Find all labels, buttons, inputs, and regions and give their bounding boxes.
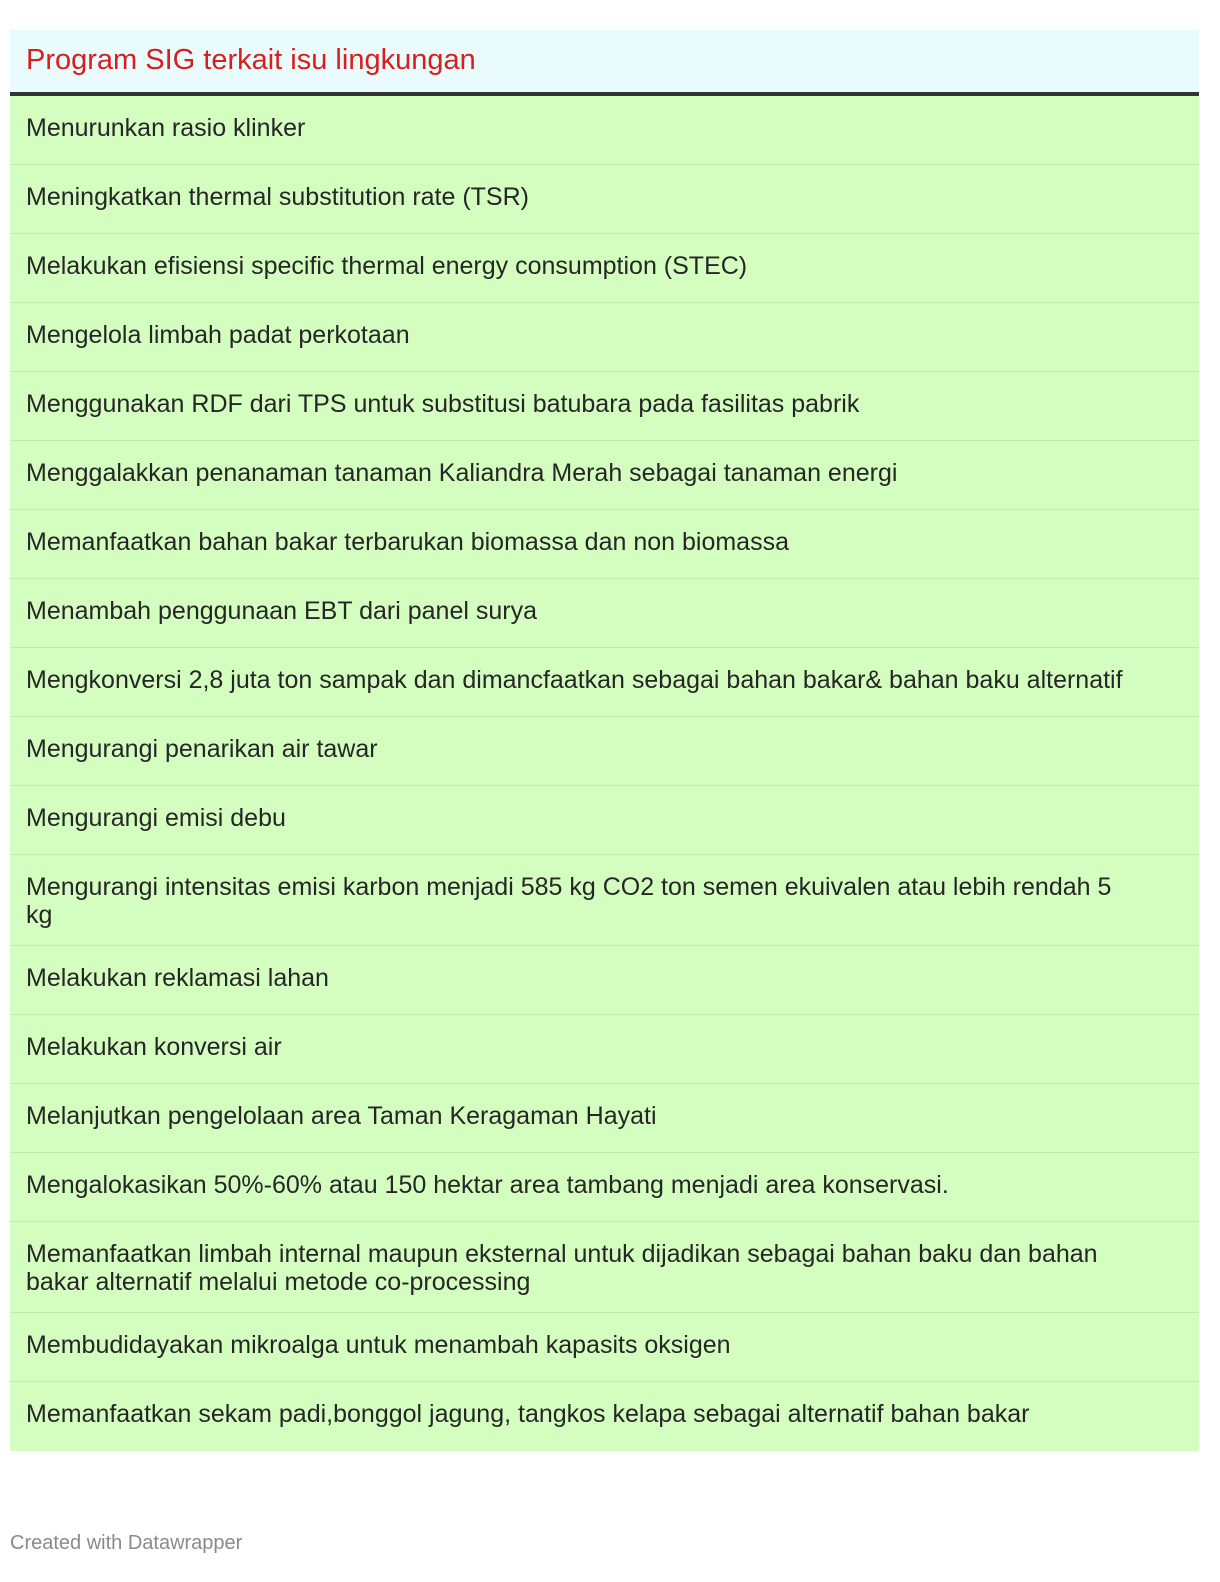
program-table [10,30,1199,1451]
table-row: Memanfaatkan limbah internal maupun eksternal untuk dijadikan sebagai bahan baku dan bahan bakar alternatif melalui metode co-processing [10,1222,1199,1313]
table-row: Menurunkan rasio klinker [10,96,1199,165]
table-row: Mengkonversi 2,8 juta ton sampak dan dimancfaatkan sebagai bahan bakar& bahan baku alternatif [10,648,1199,717]
table-row: Memanfaatkan sekam padi,bonggol jagung, tangkos kelapa sebagai alternatif bahan bakar [10,1382,1199,1451]
table-row: Mengurangi penarikan air tawar [10,717,1199,786]
table-row: Mengurangi intensitas emisi karbon menjadi 585 kg CO2 ton semen ekuivalen atau lebih rendah 5 kg [10,855,1199,946]
table-row: Mengelola limbah padat perkotaan [10,303,1199,372]
table-header [10,30,1199,96]
table-row: Melakukan efisiensi specific thermal energy consumption (STEC) [10,234,1199,303]
table-row: Mengalokasikan 50%-60% atau 150 hektar area tambang menjadi area konservasi. [10,1153,1199,1222]
table-row: Memanfaatkan bahan bakar terbarukan biomassa dan non biomassa [10,510,1199,579]
table-body [10,96,1199,1451]
table-row: Mengurangi emisi debu [10,786,1199,855]
column-header: Program SIG terkait isu lingkungan [26,43,476,76]
table-row: Melakukan reklamasi lahan [10,946,1199,1015]
table-row: Melakukan konversi air [10,1015,1199,1084]
table-row: Menggalakkan penanaman tanaman Kaliandra Merah sebagai tanaman energi [10,441,1199,510]
table-row: Menggunakan RDF dari TPS untuk substitusi batubara pada fasilitas pabrik [10,372,1199,441]
table-row: Meningkatkan thermal substitution rate (TSR) [10,165,1199,234]
datawrapper-credit: Created with Datawrapper [10,1532,243,1554]
table-row: Menambah penggunaan EBT dari panel surya [10,579,1199,648]
table-row: Membudidayakan mikroalga untuk menambah kapasits oksigen [10,1313,1199,1382]
table-row: Melanjutkan pengelolaan area Taman Keragaman Hayati [10,1084,1199,1153]
